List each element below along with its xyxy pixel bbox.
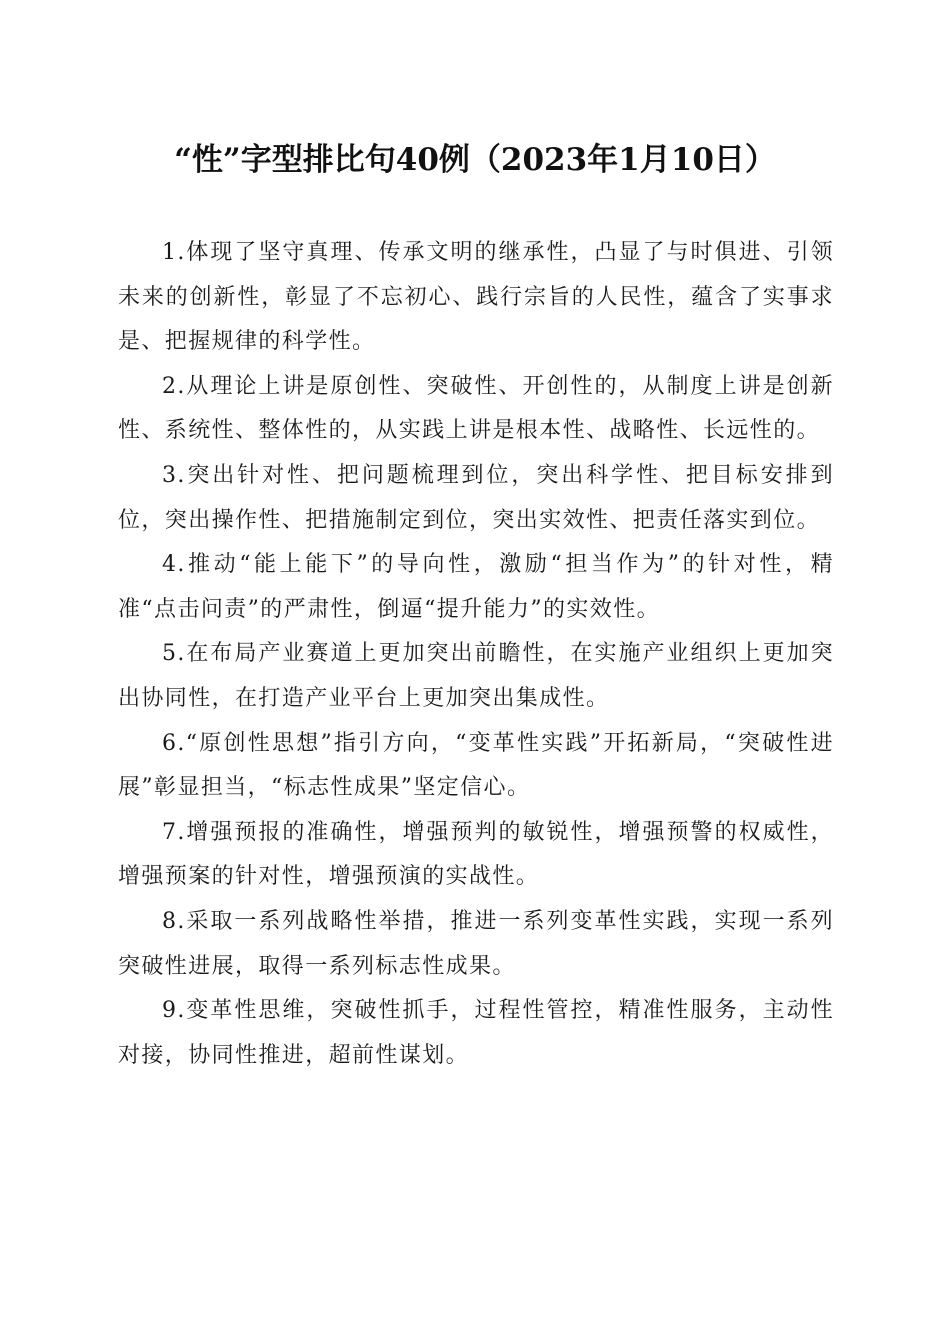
paragraph-6: 6.“原创性思想”指引方向，“变革性实践”开拓新局，“突破性进展”彰显担当，“标志性成果”坚定信心。 [118, 730, 834, 801]
paragraph-3: 3.突出针对性、把问题梳理到位，突出科学性、把目标安排到位，突出操作性、把措施制定到位，突出实效性、把责任落实到位。 [118, 462, 834, 533]
paragraph-7: 7.增强预报的准确性，增强预判的敏锐性，增强预警的权威性，增强预案的针对性，增强预演的实战性。 [118, 819, 834, 890]
paragraph-9: 9.变革性思维，突破性抓手，过程性管控，精准性服务，主动性对接，协同性推进，超前性谋划。 [118, 998, 834, 1068]
document-body [118, 231, 834, 1078]
document-title: “性”字型排比句40例（2023年1月10日） [174, 142, 776, 178]
paragraph-5: 5.在布局产业赛道上更加突出前瞻性，在实施产业组织上更加突出协同性，在打造产业平台上更加突出集成性。 [118, 641, 834, 711]
paragraph-2: 2.从理论上讲是原创性、突破性、开创性的，从制度上讲是创新性、系统性、整体性的，从实践上讲是根本性、战略性、长远性的。 [118, 373, 834, 444]
paragraph-4: 4.推动“能上能下”的导向性，激励“担当作为”的针对性，精准“点击问责”的严肃性，倒逼“提升能力”的实效性。 [118, 552, 834, 622]
paragraph-8: 8.采取一系列战略性举措，推进一系列变革性实践，实现一系列突破性进展，取得一系列标志性成果。 [118, 908, 834, 979]
paragraph-1: 1.体现了坚守真理、传承文明的继承性，凸显了与时俱进、引领未来的创新性，彰显了不忘初心、践行宗旨的人民性，蕴含了实事求是、把握规律的科学性。 [118, 240, 834, 355]
